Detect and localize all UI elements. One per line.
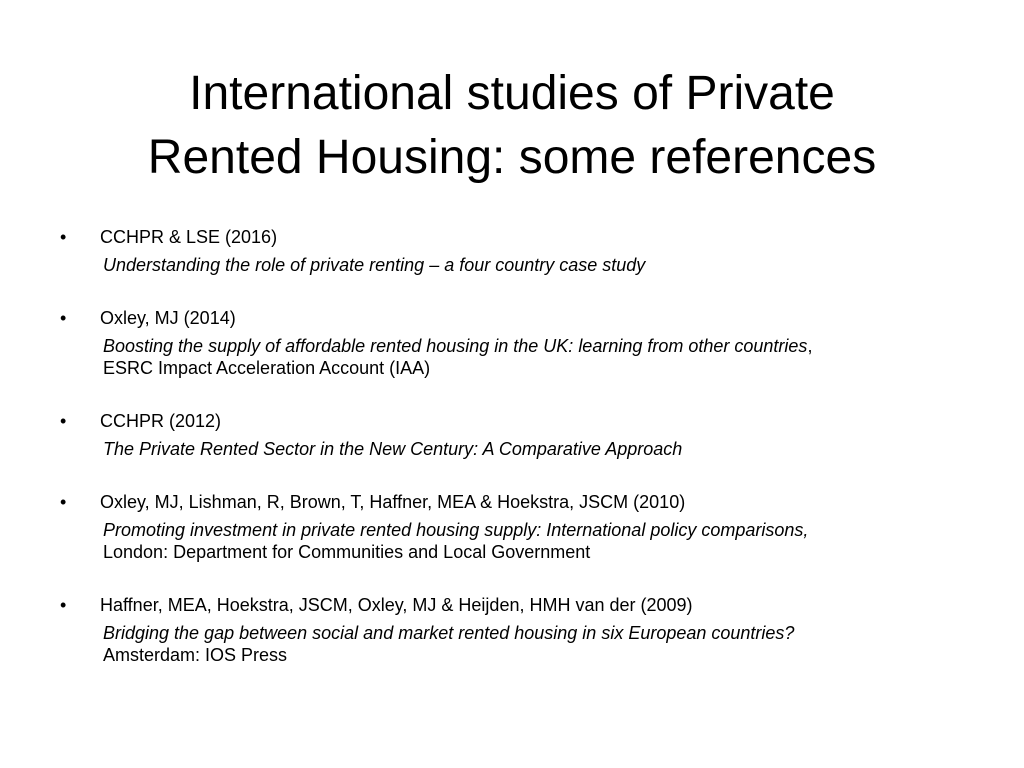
reference-author: CCHPR & LSE (2016) xyxy=(100,227,278,247)
bullet-icon: • xyxy=(60,595,67,615)
reference-detail xyxy=(100,438,986,460)
slide-title xyxy=(60,62,964,190)
reference-detail xyxy=(100,519,986,563)
reference-item xyxy=(56,307,986,379)
reference-detail xyxy=(100,254,986,276)
reference-author: Oxley, MJ, Lishman, R, Brown, T, Haffner, MEA & Hoekstra, JSCM (2010) xyxy=(100,492,686,512)
bullet-icon: • xyxy=(60,227,67,247)
reference-work-title: The Private Rented Sector in the New Century: A Comparative Approach xyxy=(103,439,683,459)
reference-publisher: ESRC Impact Acceleration Account (IAA) xyxy=(103,358,431,378)
slide-title-line-1: International studies of Private xyxy=(189,67,835,120)
reference-list xyxy=(56,226,986,666)
reference-detail xyxy=(100,335,986,379)
reference-author: Haffner, MEA, Hoekstra, JSCM, Oxley, MJ & Heijden, HMH van der (2009) xyxy=(100,595,693,615)
reference-work-title: Bridging the gap between social and market rented housing in six European countries? xyxy=(103,623,795,643)
bullet-icon: • xyxy=(60,308,67,328)
reference-author: CCHPR (2012) xyxy=(100,411,222,431)
reference-work-suffix: , xyxy=(807,336,813,356)
reference-work-title: Understanding the role of private renting – a four country case study xyxy=(103,255,646,275)
reference-item xyxy=(56,491,986,563)
slide-title-line-2: Rented Housing: some references xyxy=(147,131,877,184)
reference-work-title: Boosting the supply of affordable rented housing in the UK: learning from other countries xyxy=(103,336,808,356)
reference-author: Oxley, MJ (2014) xyxy=(100,308,236,328)
reference-work-title: Promoting investment in private rented housing supply: International policy comparisons, xyxy=(103,520,809,540)
bullet-icon: • xyxy=(60,492,67,512)
reference-publisher: Amsterdam: IOS Press xyxy=(103,645,288,665)
reference-item xyxy=(56,594,986,666)
bullet-icon: • xyxy=(60,411,67,431)
reference-publisher: London: Department for Communities and Local Government xyxy=(103,542,591,562)
reference-item xyxy=(56,226,986,276)
reference-detail xyxy=(100,622,986,666)
reference-item xyxy=(56,410,986,460)
